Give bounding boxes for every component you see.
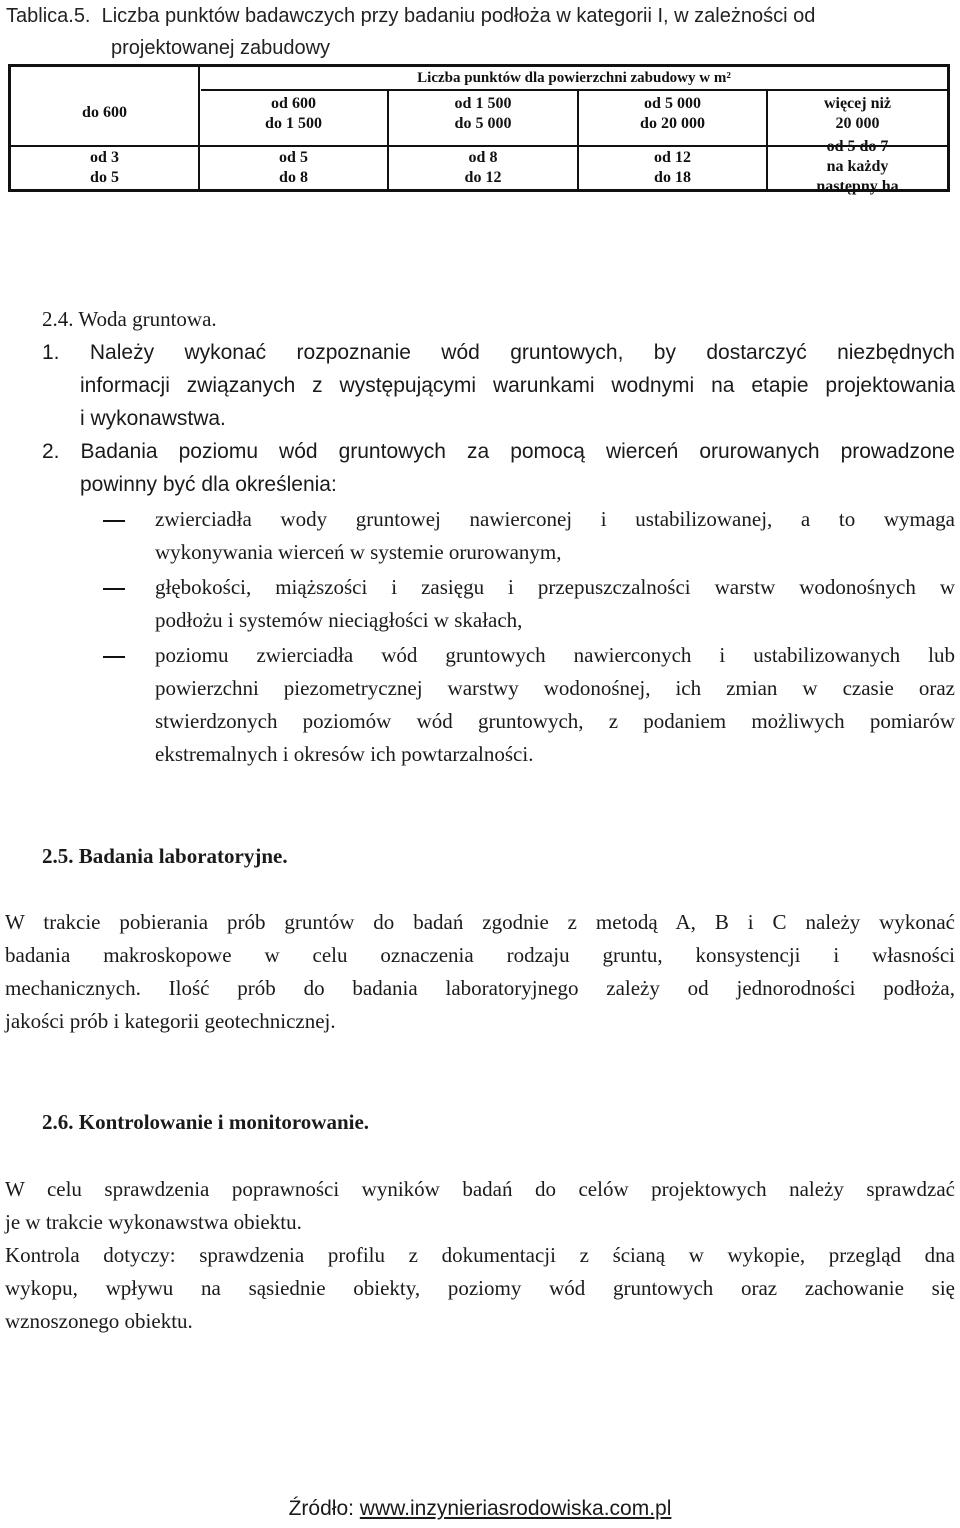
text-line: 1. Należy wykonać rozpoznanie wód gruntowych, by dostarczyć niezbędnych xyxy=(42,341,955,364)
area-cell xyxy=(11,103,198,123)
area-cell xyxy=(200,94,387,134)
points-text: do 5 xyxy=(90,169,119,186)
text-line: powierzchni piezometrycznej warstwy wodonośnej, ich zmian w czasie oraz xyxy=(155,676,955,700)
area-text: od 5 000 xyxy=(644,95,701,112)
section-heading-2-6: 2.6. Kontrolowanie i monitorowanie. xyxy=(42,1110,370,1134)
area-cell xyxy=(389,94,577,134)
area-text: do 600 xyxy=(82,104,127,121)
caption-line-1: Tablica.5. Liczba punktów badawczych przy badaniu podłoża w kategorii I, w zależności od xyxy=(6,5,816,27)
caption-line-2: projektowanej zabudowy xyxy=(111,37,331,59)
text-line: głębokości, miąższości i zasięgu i przepuszczalności warstw wodonośnych w xyxy=(155,575,955,599)
points-text: od 5 do 7 xyxy=(826,138,889,155)
paragraph-2 xyxy=(42,435,955,501)
area-text: do 5 000 xyxy=(454,115,512,132)
section-heading-2-4: 2.4. Woda gruntowa. xyxy=(42,307,217,331)
source-link[interactable]: www.inzynieriasrodowiska.com.pl xyxy=(359,1497,672,1520)
points-text: od 8 xyxy=(468,149,498,166)
table-header: Liczba punktów dla powierzchni zabudowy w m² xyxy=(201,67,947,91)
points-text: do 12 xyxy=(464,169,502,186)
area-text: do 1 500 xyxy=(265,115,322,132)
points-text: od 5 xyxy=(279,149,308,166)
area-text: od 600 xyxy=(271,95,316,112)
source-footer xyxy=(0,1492,960,1525)
points-text: następny ha xyxy=(816,178,899,195)
area-text: 20 000 xyxy=(835,115,880,132)
points-text: od 3 xyxy=(90,149,119,166)
text-line: zwierciadła wody gruntowej nawierconej i ustabilizowanej, a to wymaga xyxy=(155,507,955,531)
points-cell xyxy=(200,148,387,188)
text-line: i wykonawstwa. xyxy=(80,407,226,430)
paragraph-control xyxy=(5,1173,955,1338)
text-line: ekstremalnych i okresów ich powtarzalności. xyxy=(155,742,534,766)
points-text: do 18 xyxy=(654,169,691,186)
list-item xyxy=(155,571,955,637)
points-cell xyxy=(11,148,198,188)
text-line: wykopu, wpływu na sąsiednie obiekty, poziomy wód gruntowych oraz zachowanie się xyxy=(5,1276,955,1300)
text-line: badania makroskopowe w celu oznaczenia rodzaju gruntu, konsystencji i własności xyxy=(5,943,955,967)
paragraph-lab xyxy=(5,906,955,1038)
table-caption xyxy=(6,0,946,64)
text-line: W trakcie pobierania prób gruntów do badań zgodnie z metodą A, B i C należy wykonać xyxy=(5,910,955,934)
points-text: na każdy xyxy=(826,158,889,175)
section-heading-2-5: 2.5. Badania laboratoryjne. xyxy=(42,844,288,868)
text-line: 2. Badania poziomu wód gruntowych za pomocą wierceń orurowanych prowadzone xyxy=(42,440,955,463)
points-cell xyxy=(579,148,766,188)
dash-bullet xyxy=(103,520,125,522)
source-label: Źródło: xyxy=(288,1497,360,1520)
text-line: powinny być dla określenia: xyxy=(80,473,337,496)
text-line: informacji związanych z występującymi warunkami wodnymi na etapie projektowania xyxy=(80,374,955,397)
points-cell xyxy=(768,137,947,197)
area-cell xyxy=(579,94,766,134)
points-cell xyxy=(389,148,577,188)
area-cell xyxy=(768,94,947,134)
text-line: podłożu i systemów nieciągłości w skałach, xyxy=(155,608,523,632)
area-text: więcej niż xyxy=(823,95,892,112)
text-line: mechanicznych. Ilość prób do badania laboratoryjnego zależy od jednorodności podłoża, xyxy=(5,976,955,1000)
dash-bullet xyxy=(103,588,125,590)
text-line: W celu sprawdzenia poprawności wyników badań do celów projektowych należy sprawdzać xyxy=(5,1177,955,1201)
text-line: Kontrola dotyczy: sprawdzenia profilu z dokumentacji z ścianą w wykopie, przegląd dna xyxy=(5,1243,955,1267)
list-item xyxy=(155,503,955,569)
text-line: wykonywania wierceń w systemie orurowanym, xyxy=(155,540,562,564)
sampling-points-table xyxy=(8,64,950,195)
text-line: jakości prób i kategorii geotechnicznej. xyxy=(5,1009,336,1033)
paragraph-1 xyxy=(42,336,955,435)
area-text: od 1 500 xyxy=(454,95,512,112)
points-text: do 8 xyxy=(279,169,308,186)
text-line: stwierdzonych poziomów wód gruntowych, z podaniem możliwych pomiarów xyxy=(155,709,955,733)
area-text: do 20 000 xyxy=(640,115,705,132)
points-text: od 12 xyxy=(654,149,691,166)
dash-bullet xyxy=(103,656,125,658)
list-item xyxy=(155,639,955,771)
text-line: poziomu zwierciadła wód gruntowych nawierconych i ustabilizowanych lub xyxy=(155,643,955,667)
text-line: wznoszonego obiektu. xyxy=(5,1309,193,1333)
text-line: je w trakcie wykonawstwa obiektu. xyxy=(5,1210,302,1234)
